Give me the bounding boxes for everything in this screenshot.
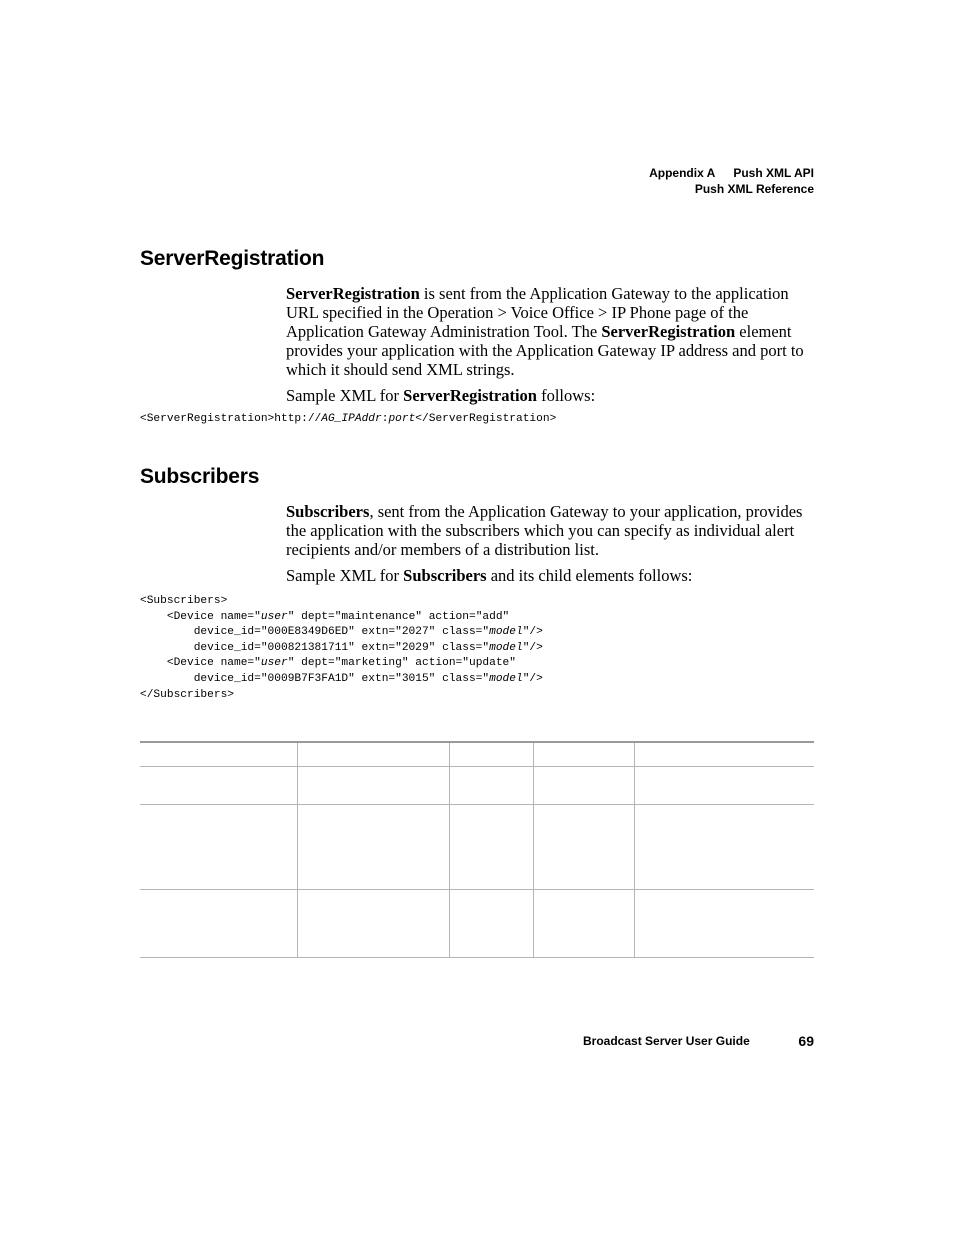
code-line: <Device name="user" dept="maintenance" action="add" — [140, 610, 510, 623]
subscribers-heading: Subscribers — [140, 465, 260, 488]
running-header — [649, 165, 814, 197]
code-line: </Subscribers> — [140, 688, 234, 701]
description-text: , sent from the Application Gateway to your application, provides the application with the subscribers which you can specify as individual alert recipients and/or members of a distribution list. — [286, 502, 803, 559]
subscribers-code-sample — [140, 594, 543, 703]
code-variable: model — [489, 641, 523, 654]
footer-guide-title: Broadcast Server User Guide — [583, 1034, 750, 1048]
code-variable: user — [260, 657, 288, 670]
sample-prefix: Sample XML for — [286, 566, 404, 585]
description-text: element provides your application with the Application Gateway IP address and port to which it should send XML strings. — [286, 322, 804, 379]
subscribers-sample-intro — [286, 566, 816, 585]
code-text: <ServerRegistration>http:// — [140, 413, 322, 425]
code-line: <Subscribers> — [140, 595, 228, 607]
code-variable: AG_IPAddr — [321, 413, 382, 425]
code-text: </ServerRegistration> — [415, 413, 557, 425]
header-chapter: Push XML API — [733, 166, 814, 180]
sample-suffix: and its child elements follows: — [486, 566, 693, 585]
term: ServerRegistration — [286, 284, 420, 303]
table-header-row — [140, 742, 814, 766]
code-line: device_id="0009B7F3FA1D" extn="3015" class="model"/> — [140, 672, 543, 685]
code-variable: model — [489, 672, 523, 685]
header-appendix: Appendix A — [649, 166, 716, 180]
code-line: device_id="000821381711" extn="2029" class="model"/> — [140, 641, 543, 654]
code-variable: model — [489, 626, 523, 639]
term: ServerRegistration — [403, 386, 537, 405]
term: Subscribers — [403, 566, 487, 585]
code-line: <Device name="user" dept="marketing" action="update" — [140, 657, 516, 670]
description-text: is sent from the Application Gateway to the application URL specified in the Operation > Voice Office > IP Phone page of the Application Gateway Administration Tool. The — [286, 284, 789, 341]
header-section: Push XML Reference — [694, 182, 814, 196]
serverregistration-sample-intro — [286, 386, 816, 405]
table-row — [140, 889, 814, 957]
code-variable: port — [388, 413, 416, 425]
table-row — [140, 766, 814, 804]
serverregistration-heading: ServerRegistration — [140, 247, 325, 270]
page-footer — [583, 1034, 814, 1048]
empty-reference-table — [140, 741, 814, 958]
term: Subscribers — [286, 502, 370, 521]
term: ServerRegistration — [601, 322, 736, 341]
page-number: 69 — [798, 1033, 814, 1049]
subscribers-description — [286, 502, 816, 559]
sample-prefix: Sample XML for — [286, 386, 404, 405]
code-line: device_id="000E8349D6ED" extn="2027" class="model"/> — [140, 626, 543, 639]
serverregistration-code-sample — [140, 412, 556, 428]
code-variable: user — [260, 610, 288, 623]
table-row — [140, 804, 814, 889]
serverregistration-description — [286, 284, 816, 379]
code-text: : — [381, 413, 389, 425]
sample-suffix: follows: — [536, 386, 596, 405]
